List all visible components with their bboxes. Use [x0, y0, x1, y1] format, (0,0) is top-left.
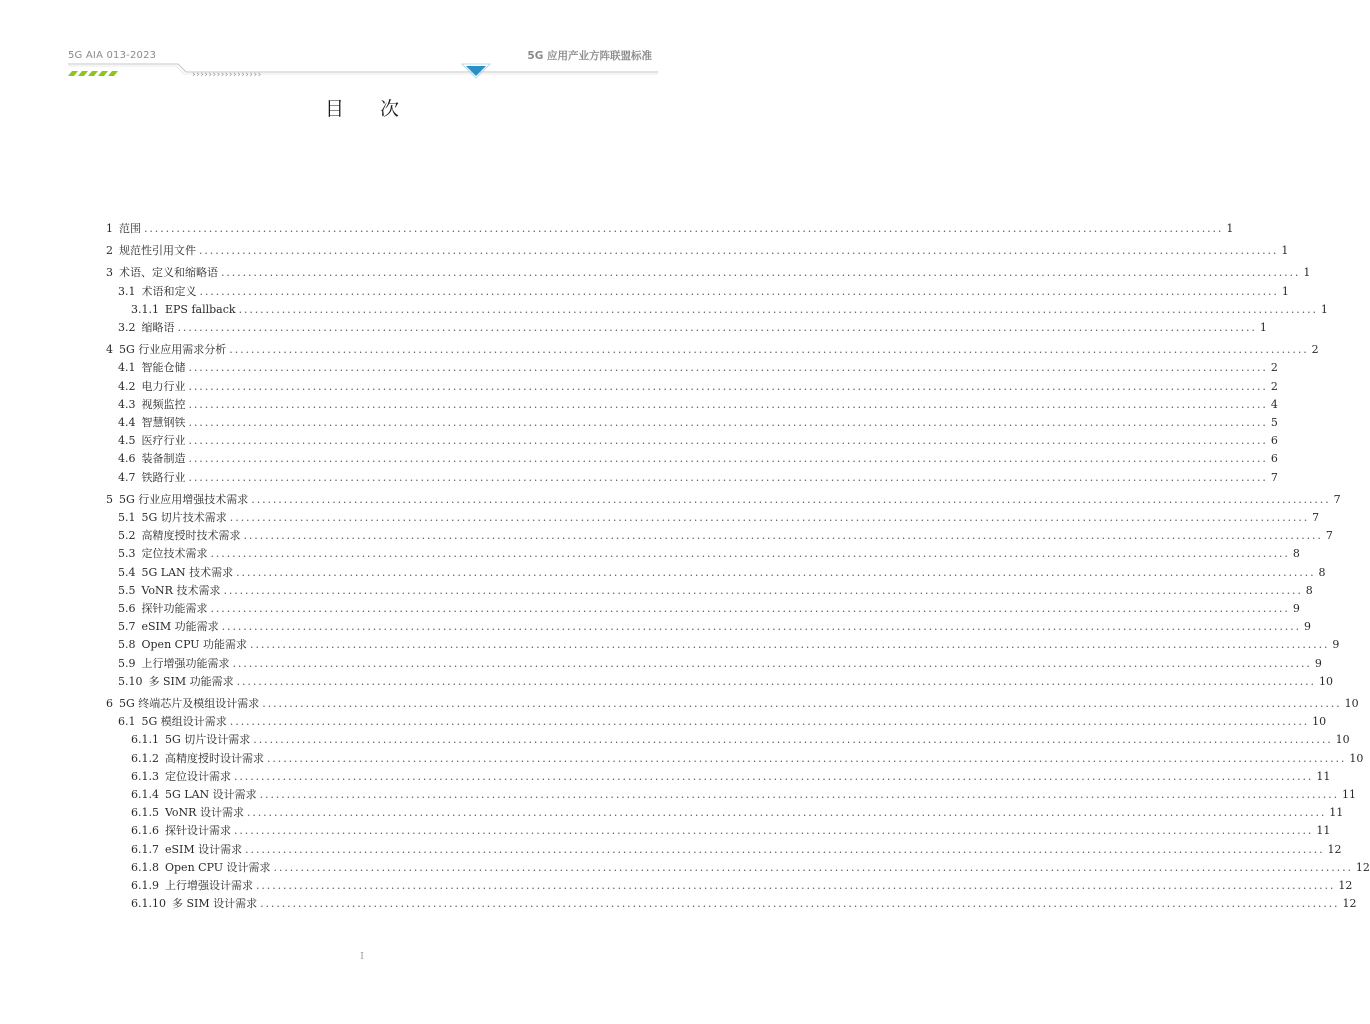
toc-leader-dots: ........................................................................................................................................................................................................ [253, 733, 1333, 747]
toc-entry-label: 5G 切片设计需求 [165, 733, 251, 747]
toc-entry-page: 10 [1312, 715, 1327, 729]
toc-leader-dots: ........................................................................................................................................................................................................ [232, 656, 1312, 670]
toc-entry[interactable] [118, 602, 1300, 616]
toc-entry-label: 多 SIM 功能需求 [148, 674, 234, 688]
toc-entry[interactable] [106, 492, 1341, 507]
toc-entry-label: 铁路行业 [141, 470, 186, 484]
toc-entry-number: 5.9 [118, 656, 136, 670]
toc-entry-number: 4.5 [118, 434, 136, 448]
toc-entry-label: Open CPU 功能需求 [141, 638, 248, 652]
toc-entry-label: 上行增强功能需求 [141, 656, 230, 670]
toc-leader-dots: ........................................................................................................................................................................................................ [250, 638, 1330, 652]
toc-leader-dots: ........................................................................................................................................................................................................ [234, 769, 1314, 783]
toc-entry-number: 3.2 [118, 321, 136, 334]
toc-leader-dots: ........................................................................................................................................................................................................ [210, 602, 1290, 615]
toc-entry[interactable] [118, 511, 1320, 525]
toc-entry[interactable] [131, 824, 1331, 838]
toc-entry-label: 探针功能需求 [141, 602, 208, 615]
toc-entry-label: EPS fallback [165, 302, 236, 316]
toc-entry-number: 1 [106, 222, 113, 235]
toc-entry-page: 9 [1314, 656, 1322, 670]
toc-entry-number: 2 [106, 244, 113, 258]
toc-entry-label: 电力行业 [141, 379, 186, 393]
toc-entry-label: 缩略语 [141, 321, 175, 334]
toc-entry[interactable] [131, 751, 1364, 766]
toc-entry[interactable] [118, 715, 1327, 729]
toc-entry-page: 12 [1338, 879, 1353, 892]
toc-entry[interactable] [106, 343, 1319, 357]
toc-entry-number: 5.5 [118, 583, 136, 597]
toc-entry-page: 7 [1312, 511, 1320, 524]
toc-entry-label: eSIM 功能需求 [141, 620, 219, 634]
toc-entry-page: 11 [1316, 769, 1331, 783]
toc-entry-label: 5G 终端芯片及模组设计需求 [119, 697, 260, 710]
toc-entry[interactable] [131, 897, 1357, 911]
toc-entry-number: 6.1.6 [131, 824, 159, 838]
toc-entry[interactable] [118, 638, 1340, 652]
toc-entry-label: 术语、定义和缩略语 [119, 266, 218, 280]
toc-leader-dots: ........................................................................................................................................................................................................ [256, 879, 1336, 892]
toc-entry-page: 10 [1349, 751, 1364, 765]
toc-entry-page: 2 [1270, 361, 1278, 375]
toc-entry-page: 10 [1318, 674, 1333, 688]
toc-entry[interactable] [118, 583, 1313, 598]
doc-code: 5G AIA 013-2023 [68, 50, 157, 61]
toc-entry[interactable] [118, 434, 1278, 448]
toc-entry-page: 8 [1292, 547, 1300, 561]
toc-entry-page: 11 [1316, 824, 1331, 838]
toc-entry[interactable] [118, 452, 1278, 466]
toc-leader-dots: ........................................................................................................................................................................................................ [188, 361, 1268, 375]
toc-entry[interactable] [118, 284, 1289, 299]
toc-entry-page: 7 [1325, 529, 1333, 543]
toc-leader-dots: ........................................................................................................................................................................................................ [251, 492, 1331, 506]
toc-entry-label: VoNR 设计需求 [165, 806, 244, 820]
toc-entry-page: 10 [1344, 697, 1359, 710]
toc-leader-dots: ........................................................................................................................................................................................................ [221, 620, 1301, 634]
toc-entry-label: 规范性引用文件 [119, 244, 196, 258]
toc-entry-page: 12 [1355, 860, 1370, 874]
toc-entry-page: 12 [1327, 842, 1342, 856]
toc-entry[interactable] [106, 244, 1289, 258]
toc-entry-number: 4.3 [118, 397, 136, 411]
toc-entry[interactable] [118, 620, 1311, 634]
toc-entry-number: 6.1.8 [131, 860, 159, 874]
toc-leader-dots: ........................................................................................................................................................................................................ [234, 824, 1314, 838]
toc-entry-number: 3.1.1 [131, 302, 159, 316]
toc-entry-number: 5.6 [118, 602, 136, 615]
toc-entry-number: 4.6 [118, 452, 136, 466]
toc-entry[interactable] [118, 416, 1278, 430]
toc-leader-dots: ........................................................................................................................................................................................................ [188, 470, 1268, 484]
toc-leader-dots: ........................................................................................................................................................................................................ [246, 806, 1327, 820]
toc-entry-label: VoNR 技术需求 [141, 583, 221, 597]
toc-entry-label: 高精度授时技术需求 [141, 529, 241, 543]
toc-entry[interactable] [131, 769, 1331, 784]
toc-entry-page: 2 [1270, 379, 1278, 393]
toc-entry-label: 探针设计需求 [165, 824, 231, 838]
toc-entry-page: 9 [1303, 620, 1311, 634]
toc-entry-page: 6 [1270, 452, 1278, 466]
toc-leader-dots: ........................................................................................................................................................................................................ [229, 715, 1310, 729]
toc-entry[interactable] [131, 788, 1356, 802]
toc-leader-dots: ........................................................................................................................................................................................................ [229, 343, 1309, 357]
toc-entry[interactable] [118, 379, 1278, 394]
toc-entry[interactable] [118, 361, 1278, 375]
toc-entry-number: 4.7 [118, 470, 136, 484]
toc-entry-label: 术语和定义 [141, 284, 197, 298]
toc-entry-label: 5G 行业应用需求分析 [119, 343, 227, 357]
toc-entry-number: 4.2 [118, 379, 136, 393]
org-name: 5G 应用产业方阵联盟标准 [527, 50, 652, 62]
toc-entry-label: eSIM 设计需求 [165, 842, 243, 856]
toc-entry-page: 1 [1281, 284, 1289, 298]
toc-entry[interactable] [118, 547, 1300, 561]
svg-text:›››››››››››››››››: ››››››››››››››››› [192, 70, 262, 80]
toc-entry-label: 智慧钢铁 [141, 416, 186, 429]
page-number: I [360, 952, 364, 962]
toc-leader-dots: ........................................................................................................................................................................................................ [243, 529, 1323, 543]
toc-entry-number: 6.1.2 [131, 751, 159, 765]
toc-entry-number: 5.2 [118, 529, 136, 543]
toc-leader-dots: ........................................................................................................................................................................................................ [144, 222, 1224, 235]
toc-entry-label: 5G 切片技术需求 [141, 511, 227, 524]
toc-entry-page: 7 [1270, 470, 1278, 484]
toc-leader-dots: ........................................................................................................................................................................................................ [188, 416, 1268, 429]
toc-leader-dots: ........................................................................................................................................................................................................ [199, 244, 1279, 258]
toc-entry-number: 4.4 [118, 416, 136, 429]
toc-entry-number: 5.1 [118, 511, 136, 524]
toc-entry-label: 视频监控 [141, 397, 186, 411]
green-slash-icon [68, 71, 118, 76]
toc-entry-number: 6.1.3 [131, 769, 159, 783]
toc-entry[interactable] [106, 266, 1311, 280]
toc-leader-dots: ........................................................................................................................................................................................................ [177, 321, 1257, 334]
toc-entry-label: 高精度授时设计需求 [165, 751, 264, 765]
toc-leader-dots: ........................................................................................................................................................................................................ [260, 897, 1340, 911]
toc-entry[interactable] [118, 321, 1267, 335]
toc-entry-page: 2 [1311, 343, 1319, 357]
toc-entry-number: 6.1.1 [131, 733, 159, 747]
toc-entry-label: 范围 [119, 222, 141, 235]
toc-entry-page: 1 [1226, 222, 1234, 235]
toc-leader-dots: ........................................................................................................................................................................................................ [259, 788, 1339, 801]
toc-entry-number: 4.1 [118, 361, 136, 375]
toc-leader-dots: ........................................................................................................................................................................................................ [236, 565, 1316, 579]
toc-entry-number: 5.3 [118, 547, 136, 561]
toc-entry-page: 1 [1259, 321, 1267, 334]
toc-entry[interactable] [131, 879, 1353, 893]
toc-entry-number: 4 [106, 343, 113, 357]
toc-entry-page: 12 [1342, 897, 1357, 911]
toc-entry[interactable] [118, 529, 1333, 543]
toc-entry-page: 7 [1333, 492, 1341, 506]
toc-leader-dots: ........................................................................................................................................................................................................ [273, 860, 1353, 874]
toc-entry-label: 智能仓储 [141, 361, 186, 375]
toc-leader-dots: ........................................................................................................................................................................................................ [262, 697, 1342, 710]
toc-entry[interactable] [131, 806, 1344, 820]
toc-entry-number: 5.4 [118, 565, 136, 579]
toc-entry[interactable] [118, 656, 1322, 671]
toc-entry-page: 9 [1332, 638, 1340, 652]
toc-entry-label: 5G LAN 技术需求 [141, 565, 234, 579]
toc-leader-dots: ........................................................................................................................................................................................................ [199, 284, 1279, 298]
toc-entry-number: 6.1.10 [131, 897, 166, 911]
toc-entry-page: 11 [1329, 806, 1344, 820]
toc-entry-label: 定位设计需求 [165, 769, 231, 783]
title-char-1: 目 [324, 98, 344, 120]
toc-entry-page: 1 [1320, 302, 1328, 316]
toc-entry-label: 5G 模组设计需求 [141, 715, 227, 729]
toc-entry-page: 1 [1303, 266, 1311, 280]
page-title [0, 94, 724, 121]
toc-entry-label: 5G LAN 设计需求 [165, 788, 257, 801]
toc-entry-page: 8 [1305, 583, 1313, 597]
toc-entry-number: 6.1.5 [131, 806, 159, 820]
toc-entry-number: 5.7 [118, 620, 136, 634]
toc-entry-number: 5 [106, 492, 113, 506]
toc-entry[interactable] [131, 733, 1350, 747]
toc-entry-label: 5G 行业应用增强技术需求 [119, 492, 249, 506]
title-char-2: 次 [380, 98, 400, 120]
toc-entry-label: 医疗行业 [141, 434, 186, 448]
toc-leader-dots: ........................................................................................................................................................................................................ [188, 397, 1268, 411]
toc-entry[interactable] [118, 565, 1326, 580]
toc-entry-label: 定位技术需求 [141, 547, 208, 561]
toc-entry[interactable] [106, 222, 1234, 236]
toc-entry-number: 6.1 [118, 715, 136, 729]
toc-entry-page: 5 [1270, 416, 1278, 429]
toc-entry-label: 多 SIM 设计需求 [172, 897, 258, 911]
toc-leader-dots: ........................................................................................................................................................................................................ [238, 302, 1318, 316]
toc-entry-number: 5.8 [118, 638, 136, 652]
toc-entry-number: 6.1.9 [131, 879, 159, 892]
header-decoration [0, 0, 724, 80]
toc-entry-page: 8 [1318, 565, 1326, 579]
toc-leader-dots: ........................................................................................................................................................................................................ [210, 547, 1290, 561]
toc-entry-page: 11 [1341, 788, 1356, 801]
toc-entry[interactable] [118, 397, 1278, 412]
toc-leader-dots: ........................................................................................................................................................................................................ [188, 452, 1268, 466]
toc-entry-number: 5.10 [118, 674, 143, 688]
toc-entry-number: 6 [106, 697, 113, 710]
toc-entry[interactable] [118, 470, 1278, 485]
toc-leader-dots: ........................................................................................................................................................................................................ [188, 434, 1268, 448]
toc-entry-page: 9 [1292, 602, 1300, 615]
toc-entry-page: 1 [1281, 244, 1289, 258]
toc-leader-dots: ........................................................................................................................................................................................................ [223, 583, 1303, 597]
toc-entry-label: 装备制造 [141, 452, 186, 466]
toc-leader-dots: ........................................................................................................................................................................................................ [221, 266, 1301, 280]
toc-entry[interactable] [118, 674, 1333, 689]
toc-entry[interactable] [131, 860, 1370, 875]
toc-entry[interactable] [131, 302, 1328, 317]
toc-entry[interactable] [131, 842, 1342, 857]
toc-entry-number: 3 [106, 266, 113, 280]
toc-entry[interactable] [106, 697, 1359, 711]
page-header [0, 0, 724, 80]
toc-entry-label: 上行增强设计需求 [165, 879, 253, 892]
toc-entry-page: 6 [1270, 434, 1278, 448]
toc-leader-dots: ........................................................................................................................................................................................................ [245, 842, 1325, 856]
toc-entry-page: 10 [1335, 733, 1350, 747]
toc-leader-dots: ........................................................................................................................................................................................................ [236, 674, 1316, 688]
toc-entry-label: Open CPU 设计需求 [165, 860, 271, 874]
toc-leader-dots: ........................................................................................................................................................................................................ [229, 511, 1310, 524]
toc-entry-number: 6.1.4 [131, 788, 159, 801]
toc-entry-page: 4 [1270, 397, 1278, 411]
toc-entry-number: 6.1.7 [131, 842, 159, 856]
toc-entry-number: 3.1 [118, 284, 136, 298]
toc-leader-dots: ........................................................................................................................................................................................................ [188, 379, 1268, 393]
toc-leader-dots: ........................................................................................................................................................................................................ [267, 751, 1347, 765]
